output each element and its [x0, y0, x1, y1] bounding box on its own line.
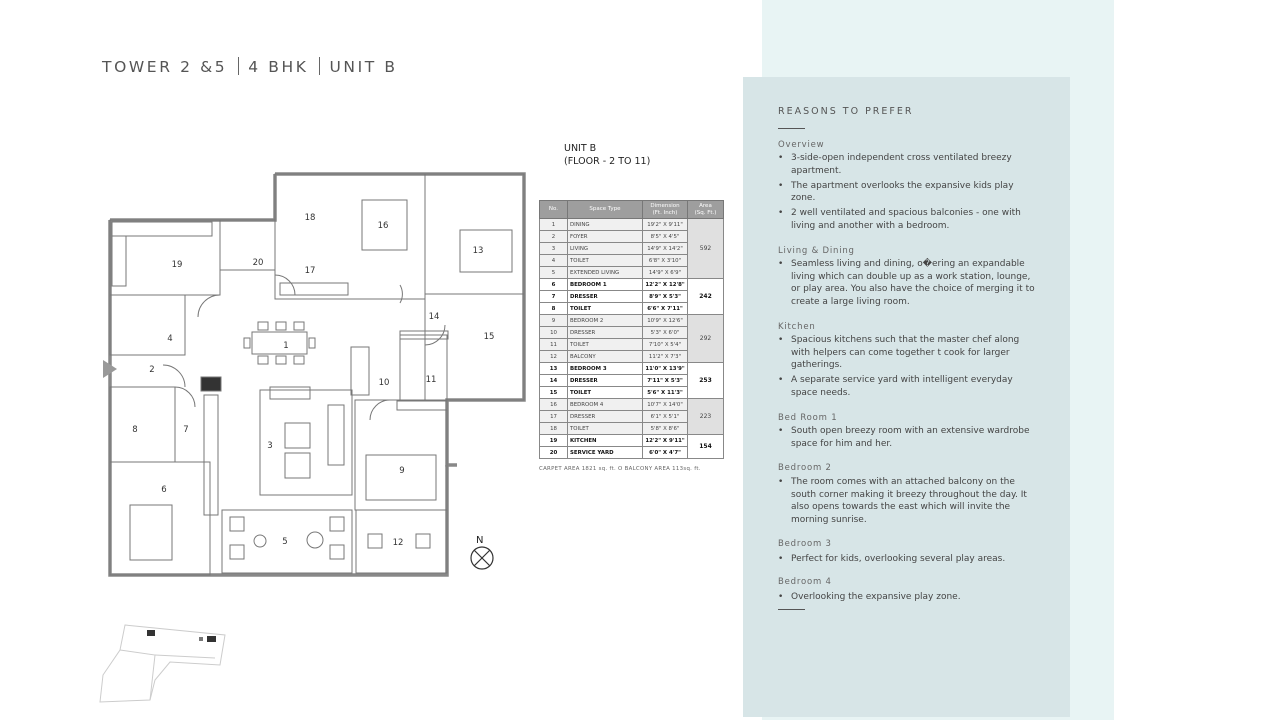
- north-label: N: [476, 535, 484, 546]
- area-table: [539, 200, 724, 459]
- unit-caption: [564, 142, 650, 168]
- carpet-area-note: CARPET AREA 1821 sq. ft. O BALCONY AREA 113sq. ft.: [539, 466, 701, 472]
- room-number: 14: [428, 312, 440, 322]
- table-row: 2 FOYER 8'5" X 4'5": [540, 231, 724, 243]
- list-item: • The apartment overlooks the expansive kids play zone.: [778, 180, 1036, 205]
- section-title-kitchen: Kitchen: [778, 322, 816, 332]
- room-number: 2: [149, 365, 155, 375]
- table-header-area: Area (Sq. Ft.): [688, 201, 724, 219]
- table-row: 20 SERVICE YARD 6'0" X 4'7": [540, 447, 724, 459]
- living-dining-list: [778, 258, 1036, 311]
- table-row: 12 BALCONY 11'2" X 7'3": [540, 351, 724, 363]
- room-number: 10: [378, 378, 390, 388]
- page-title: [102, 57, 398, 76]
- section-title-bedroom-4: Bedroom 4: [778, 577, 832, 587]
- room-number: 15: [483, 332, 495, 342]
- room-number: 19: [171, 260, 183, 270]
- area-cell: 154: [688, 435, 724, 459]
- list-item: • South open breezy room with an extensive wardrobe space for him and her.: [778, 425, 1036, 450]
- table-header-space: Space Type: [568, 201, 643, 219]
- room-number: 12: [392, 538, 404, 548]
- kitchen-list: [778, 334, 1036, 402]
- section-title-living-dining: Living & Dining: [778, 246, 855, 256]
- room-number: 17: [304, 266, 316, 276]
- table-row: 4 TOILET 6'8" X 3'10": [540, 255, 724, 267]
- table-row: 13 BEDROOM 3 11'0" X 13'9" 253: [540, 363, 724, 375]
- north-compass: [467, 532, 497, 572]
- section-title-bedroom-1: Bed Room 1: [778, 413, 838, 423]
- bedroom-4-list: [778, 591, 1036, 606]
- list-item: • 3-side-open independent cross ventilated breezy apartment.: [778, 152, 1036, 177]
- bedroom-3-list: [778, 553, 1036, 568]
- table-row: 14 DRESSER 7'11" X 5'3": [540, 375, 724, 387]
- table-row: 6 BEDROOM 1 12'2" X 12'8" 242: [540, 279, 724, 291]
- table-row: 5 EXTENDED LIVING 14'9" X 6'9": [540, 267, 724, 279]
- table-row: 16 BEDROOM 4 10'7" X 14'0" 223: [540, 399, 724, 411]
- table-row: 19 KITCHEN 12'2" X 9'11" 154: [540, 435, 724, 447]
- title-bhk: 4 BHK: [248, 58, 309, 76]
- room-number: 11: [425, 375, 437, 385]
- title-tower: TOWER 2 &5: [102, 58, 228, 76]
- closing-rule: [778, 609, 805, 610]
- table-row: 1 DINING 19'2" X 9'11" 592: [540, 219, 724, 231]
- table-header-dimension: Dimension (Ft. Inch): [643, 201, 688, 219]
- table-row: 3 LIVING 14'9" X 14'2": [540, 243, 724, 255]
- bedroom-1-list: [778, 425, 1036, 453]
- heading-rule: [778, 128, 805, 129]
- area-cell: 253: [688, 363, 724, 399]
- list-item: • Perfect for kids, overlooking several play areas.: [778, 553, 1036, 566]
- key-plan: [95, 620, 235, 705]
- list-item: • Overlooking the expansive play zone.: [778, 591, 1036, 604]
- table-row: 9 BEDROOM 2 10'9" X 12'6" 292: [540, 315, 724, 327]
- table-row: 11 TOILET 7'10" X 5'4": [540, 339, 724, 351]
- unit-caption-line2: (FLOOR - 2 TO 11): [564, 156, 651, 167]
- table-row: 18 TOILET 5'8" X 8'6": [540, 423, 724, 435]
- table-row: 7 DRESSER 8'9" X 5'3": [540, 291, 724, 303]
- table-header-no: No.: [540, 201, 568, 219]
- overview-list: [778, 152, 1036, 235]
- panel-heading: REASONS TO PREFER: [778, 106, 914, 117]
- room-number: 13: [472, 246, 484, 256]
- title-divider: [238, 57, 239, 75]
- room-number: 3: [267, 441, 273, 451]
- area-cell: 242: [688, 279, 724, 315]
- room-number: 8: [132, 425, 138, 435]
- table-row: 8 TOILET 6'6" X 7'11": [540, 303, 724, 315]
- table-row: 17 DRESSER 6'1" X 5'1": [540, 411, 724, 423]
- title-unit: UNIT B: [329, 58, 398, 76]
- room-number: 7: [183, 425, 189, 435]
- room-number: 1: [283, 341, 289, 351]
- list-item: • 2 well ventilated and spacious balconies - one with living and another with a bedroom.: [778, 207, 1036, 232]
- room-number: 4: [167, 334, 173, 344]
- list-item: • The room comes with an attached balcony on the south corner making it breezy throughout the day. It also opens towards the east which will invite the morning sunrise.: [778, 476, 1036, 526]
- unit-caption-line1: UNIT B: [564, 143, 597, 154]
- section-title-bedroom-3: Bedroom 3: [778, 539, 832, 549]
- section-title-bedroom-2: Bedroom 2: [778, 463, 832, 473]
- table-row: 10 DRESSER 5'3" X 6'0": [540, 327, 724, 339]
- area-cell: 223: [688, 399, 724, 435]
- room-number: 18: [304, 213, 316, 223]
- room-number: 9: [399, 466, 405, 476]
- list-item: • A separate service yard with intelligent everyday space needs.: [778, 374, 1036, 399]
- room-number: 16: [377, 221, 389, 231]
- area-cell: 292: [688, 315, 724, 363]
- room-number: 5: [282, 537, 288, 547]
- area-cell: 592: [688, 219, 724, 279]
- table-row: 15 TOILET 5'6" X 11'3": [540, 387, 724, 399]
- floor-plan: [100, 165, 530, 585]
- title-divider: [319, 57, 320, 75]
- list-item: • Seamless living and dining, o�ering an expandable living which can double up as a work station, lounge, or play area. You also have the choice of merging it to create a large living room.: [778, 258, 1036, 308]
- list-item: • Spacious kitchens such that the master chef along with helpers can come together t cook for larger gatherings.: [778, 334, 1036, 372]
- section-title-overview: Overview: [778, 140, 825, 150]
- room-number: 6: [161, 485, 167, 495]
- bedroom-2-list: [778, 476, 1036, 529]
- room-number: 20: [252, 258, 264, 268]
